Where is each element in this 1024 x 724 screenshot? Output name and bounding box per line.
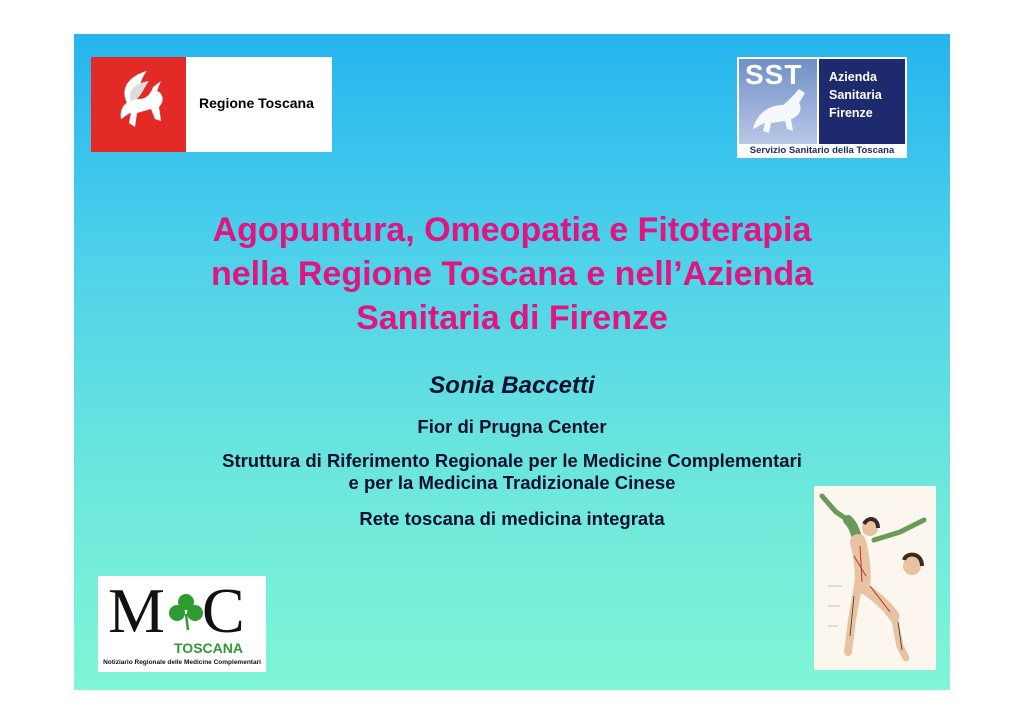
regione-toscana-logo	[91, 57, 332, 152]
title-line-3: Sanitaria di Firenze	[356, 299, 668, 337]
slide-title	[114, 208, 910, 340]
author-name: Sonia Baccetti	[429, 372, 595, 399]
affiliation-1: Fior di Prugna Center	[417, 416, 607, 437]
slide	[74, 34, 950, 690]
affiliation-4: Rete toscana di medicina integrata	[359, 508, 665, 529]
sst-acronym: SST	[745, 59, 803, 90]
pegasus-icon	[91, 57, 186, 152]
affiliation-2: Struttura di Riferimento Regionale per le Medicine Complementari	[222, 450, 802, 471]
pegasus-emblem	[91, 57, 186, 152]
regione-toscana-name: Regione Toscana	[199, 95, 314, 111]
asl-firenze-logo	[737, 57, 907, 158]
mc-region: TOSCANA	[174, 640, 243, 656]
mc-toscana-logo	[98, 576, 266, 672]
affiliation-3: e per la Medicina Tradizionale Cinese	[348, 472, 676, 493]
asl-line-1: Azienda	[829, 70, 877, 84]
asl-line-3: Firenze	[829, 106, 873, 120]
mc-letter-m: M	[108, 575, 165, 646]
acupuncture-figure-icon	[814, 486, 936, 670]
asl-line-2: Sanitaria	[829, 88, 882, 102]
title-line-1: Agopuntura, Omeopatia e Fitoterapia	[212, 211, 812, 249]
title-line-2: nella Regione Toscana e nell’Azienda	[210, 255, 814, 293]
asl-footer: Servizio Sanitario della Toscana	[749, 145, 895, 156]
asl-name-panel	[819, 59, 905, 144]
mc-footer: Notiziario Regionale delle Medicine Complementari	[103, 659, 261, 666]
acupuncture-meridian-illustration	[814, 486, 936, 670]
mc-letter-c: C	[202, 575, 245, 646]
asl-name	[829, 68, 882, 122]
clover-icon	[168, 592, 204, 632]
pegasus-icon	[739, 59, 817, 144]
sst-panel	[739, 59, 817, 144]
